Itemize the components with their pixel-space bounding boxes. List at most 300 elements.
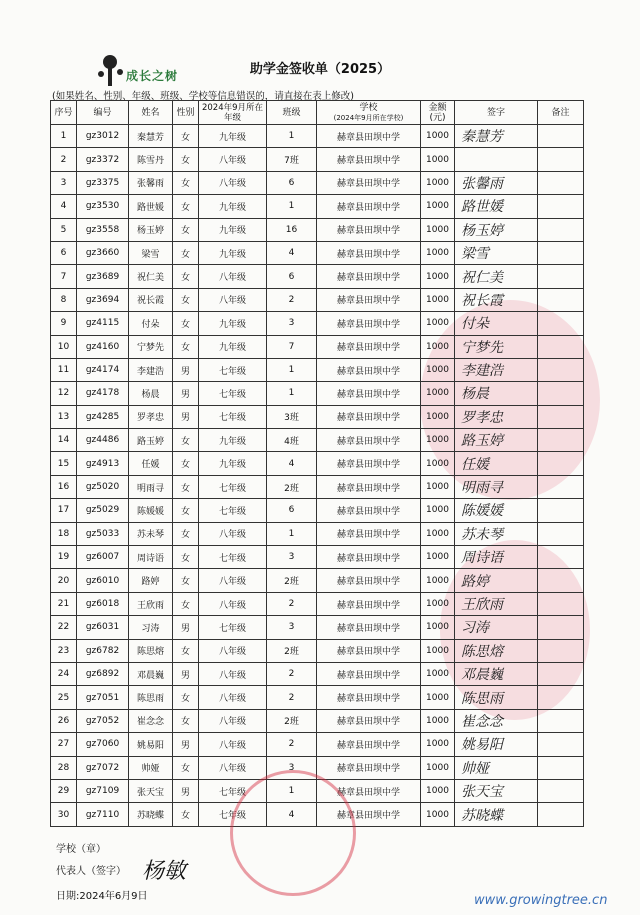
cell-class: 4班: [267, 429, 317, 452]
cell-seq: 20: [51, 569, 77, 592]
cell-school: 赫章县田坝中学: [317, 686, 421, 709]
cell-seq: 28: [51, 756, 77, 779]
cell-school: 赫章县田坝中学: [317, 125, 421, 148]
cell-sign: 路世媛: [455, 195, 538, 218]
table-row: [51, 429, 584, 452]
cell-class: 3: [267, 756, 317, 779]
school-seal-label: 学校（章）: [56, 844, 106, 855]
cell-school: 赫章县田坝中学: [317, 546, 421, 569]
cell-school: 赫章县田坝中学: [317, 241, 421, 264]
cell-name: 帅娅: [129, 756, 173, 779]
cell-gender: 男: [173, 405, 199, 428]
cell-school: 赫章县田坝中学: [317, 429, 421, 452]
cell-gender: 女: [173, 592, 199, 615]
cell-remark: [538, 569, 584, 592]
cell-amount: 1000: [421, 499, 455, 522]
cell-seq: 13: [51, 405, 77, 428]
header-remark: 备注: [538, 101, 584, 125]
cell-class: 1: [267, 358, 317, 381]
cell-gender: 女: [173, 452, 199, 475]
cell-school: 赫章县田坝中学: [317, 148, 421, 171]
cell-gender: 女: [173, 125, 199, 148]
table-row: [51, 546, 584, 569]
cell-gender: 女: [173, 195, 199, 218]
cell-class: 2: [267, 288, 317, 311]
cell-code: gz4178: [77, 382, 129, 405]
table-row: [51, 382, 584, 405]
cell-code: gz3372: [77, 148, 129, 171]
cell-amount: 1000: [421, 288, 455, 311]
header-gender: 性别: [173, 101, 199, 125]
logo-text: 成长之树: [126, 69, 179, 83]
table-row: [51, 616, 584, 639]
table-row: [51, 125, 584, 148]
cell-school: 赫章县田坝中学: [317, 756, 421, 779]
cell-remark: [538, 148, 584, 171]
cell-class: 2班: [267, 569, 317, 592]
cell-class: 3: [267, 312, 317, 335]
cell-amount: 1000: [421, 569, 455, 592]
cell-code: gz7052: [77, 709, 129, 732]
cell-seq: 12: [51, 382, 77, 405]
table-row: [51, 335, 584, 358]
cell-sign: 习涛: [455, 616, 538, 639]
header-school-label: 学校: [359, 102, 378, 113]
cell-sign: 崔念念: [455, 709, 538, 732]
cell-code: gz6010: [77, 569, 129, 592]
cell-name: 祝长霞: [129, 288, 173, 311]
table-row: [51, 639, 584, 662]
cell-remark: [538, 639, 584, 662]
cell-gender: 女: [173, 522, 199, 545]
cell-seq: 8: [51, 288, 77, 311]
cell-sign: 付朵: [455, 312, 538, 335]
cell-name: 陈雪丹: [129, 148, 173, 171]
cell-sign: [455, 148, 538, 171]
page-title: 助学金签收单（2025）: [249, 62, 391, 77]
cell-seq: 7: [51, 265, 77, 288]
cell-code: gz7110: [77, 803, 129, 826]
cell-remark: [538, 686, 584, 709]
cell-gender: 女: [173, 803, 199, 826]
cell-seq: 14: [51, 429, 77, 452]
cell-sign: 邓晨巍: [455, 662, 538, 685]
cell-school: 赫章县田坝中学: [317, 358, 421, 381]
representative-signature: 杨敏: [142, 859, 187, 884]
cell-class: 6: [267, 171, 317, 194]
cell-school: 赫章县田坝中学: [317, 662, 421, 685]
cell-sign: 路玉婷: [455, 429, 538, 452]
cell-grade: 八年级: [199, 288, 267, 311]
cell-grade: 八年级: [199, 756, 267, 779]
cell-amount: 1000: [421, 241, 455, 264]
header-school-sub: (2024年9月所在学校): [333, 113, 404, 122]
cell-seq: 6: [51, 241, 77, 264]
cell-class: 2: [267, 733, 317, 756]
representative-label: 代表人（签字）: [56, 866, 126, 877]
header-sign: 签字: [455, 101, 538, 125]
cell-code: gz4285: [77, 405, 129, 428]
cell-sign: 梁雪: [455, 241, 538, 264]
header-name: 姓名: [129, 101, 173, 125]
cell-amount: 1000: [421, 171, 455, 194]
cell-class: 3班: [267, 405, 317, 428]
cell-code: gz3689: [77, 265, 129, 288]
cell-grade: 八年级: [199, 733, 267, 756]
cell-seq: 27: [51, 733, 77, 756]
cell-seq: 9: [51, 312, 77, 335]
cell-class: 1: [267, 125, 317, 148]
cell-name: 姚易阳: [129, 733, 173, 756]
date-label: 日期:2024年6月9日: [56, 891, 148, 902]
cell-class: 2班: [267, 709, 317, 732]
cell-class: 2: [267, 592, 317, 615]
cell-grade: 八年级: [199, 569, 267, 592]
cell-name: 祝仁美: [129, 265, 173, 288]
cell-grade: 八年级: [199, 522, 267, 545]
cell-gender: 女: [173, 171, 199, 194]
cell-grade: 八年级: [199, 686, 267, 709]
cell-grade: 九年级: [199, 452, 267, 475]
cell-remark: [538, 405, 584, 428]
cell-gender: 女: [173, 288, 199, 311]
cell-grade: 七年级: [199, 499, 267, 522]
cell-class: 3: [267, 546, 317, 569]
cell-seq: 22: [51, 616, 77, 639]
cell-class: 4: [267, 803, 317, 826]
cell-sign: 苏晓蝶: [455, 803, 538, 826]
cell-sign: 苏未琴: [455, 522, 538, 545]
cell-sign: 祝长霞: [455, 288, 538, 311]
cell-name: 陈思雨: [129, 686, 173, 709]
cell-remark: [538, 546, 584, 569]
table-row: [51, 592, 584, 615]
cell-gender: 女: [173, 756, 199, 779]
cell-remark: [538, 592, 584, 615]
cell-remark: [538, 803, 584, 826]
header-seq: 序号: [51, 101, 77, 125]
cell-sign: 明雨寻: [455, 475, 538, 498]
cell-code: gz5033: [77, 522, 129, 545]
cell-gender: 女: [173, 335, 199, 358]
cell-code: gz3375: [77, 171, 129, 194]
cell-school: 赫章县田坝中学: [317, 335, 421, 358]
cell-name: 任媛: [129, 452, 173, 475]
cell-sign: 张馨雨: [455, 171, 538, 194]
cell-amount: 1000: [421, 405, 455, 428]
cell-seq: 11: [51, 358, 77, 381]
cell-name: 李建浩: [129, 358, 173, 381]
cell-grade: 七年级: [199, 475, 267, 498]
table-row: [51, 662, 584, 685]
table-header-row: [51, 101, 584, 125]
cell-amount: 1000: [421, 639, 455, 662]
cell-school: 赫章县田坝中学: [317, 733, 421, 756]
cell-sign: 杨玉婷: [455, 218, 538, 241]
table-row: [51, 171, 584, 194]
cell-remark: [538, 779, 584, 802]
cell-remark: [538, 125, 584, 148]
table-row: [51, 569, 584, 592]
cell-code: gz3558: [77, 218, 129, 241]
cell-code: gz7072: [77, 756, 129, 779]
cell-grade: 八年级: [199, 662, 267, 685]
cell-grade: 九年级: [199, 312, 267, 335]
instruction-note: (如果姓名、性别、年级、班级、学校等信息错误的，请直接在表上修改): [52, 91, 354, 102]
cell-sign: 陈思雨: [455, 686, 538, 709]
cell-code: gz6892: [77, 662, 129, 685]
cell-grade: 七年级: [199, 405, 267, 428]
cell-gender: 男: [173, 358, 199, 381]
cell-amount: 1000: [421, 429, 455, 452]
cell-school: 赫章县田坝中学: [317, 709, 421, 732]
cell-amount: 1000: [421, 592, 455, 615]
cell-name: 付朵: [129, 312, 173, 335]
cell-grade: 七年级: [199, 358, 267, 381]
cell-remark: [538, 452, 584, 475]
table-row: [51, 288, 584, 311]
cell-amount: 1000: [421, 335, 455, 358]
cell-school: 赫章县田坝中学: [317, 569, 421, 592]
cell-remark: [538, 662, 584, 685]
cell-gender: 女: [173, 569, 199, 592]
table-row: [51, 709, 584, 732]
cell-grade: 九年级: [199, 241, 267, 264]
cell-school: 赫章县田坝中学: [317, 803, 421, 826]
cell-school: 赫章县田坝中学: [317, 405, 421, 428]
cell-remark: [538, 429, 584, 452]
cell-amount: 1000: [421, 616, 455, 639]
cell-name: 张馨雨: [129, 171, 173, 194]
receipt-table: [50, 100, 584, 827]
cell-amount: 1000: [421, 452, 455, 475]
cell-grade: 九年级: [199, 125, 267, 148]
cell-remark: [538, 733, 584, 756]
cell-name: 宁梦先: [129, 335, 173, 358]
header-school: [317, 101, 421, 125]
cell-seq: 19: [51, 546, 77, 569]
cell-name: 苏晓蝶: [129, 803, 173, 826]
cell-gender: 男: [173, 616, 199, 639]
cell-code: gz6007: [77, 546, 129, 569]
table-row: [51, 475, 584, 498]
cell-name: 罗孝忠: [129, 405, 173, 428]
cell-name: 路玉婷: [129, 429, 173, 452]
cell-name: 路世媛: [129, 195, 173, 218]
cell-seq: 3: [51, 171, 77, 194]
cell-code: gz3694: [77, 288, 129, 311]
cell-remark: [538, 312, 584, 335]
table-row: [51, 733, 584, 756]
cell-grade: 七年级: [199, 616, 267, 639]
cell-school: 赫章县田坝中学: [317, 312, 421, 335]
cell-gender: 女: [173, 639, 199, 662]
cell-seq: 25: [51, 686, 77, 709]
cell-code: gz4174: [77, 358, 129, 381]
cell-class: 4: [267, 452, 317, 475]
cell-gender: 女: [173, 241, 199, 264]
cell-class: 2: [267, 686, 317, 709]
cell-seq: 23: [51, 639, 77, 662]
table-row: [51, 241, 584, 264]
cell-grade: 九年级: [199, 335, 267, 358]
cell-code: gz4115: [77, 312, 129, 335]
cell-sign: 陈思熔: [455, 639, 538, 662]
cell-remark: [538, 382, 584, 405]
cell-amount: 1000: [421, 475, 455, 498]
cell-amount: 1000: [421, 686, 455, 709]
cell-code: gz6782: [77, 639, 129, 662]
cell-class: 2班: [267, 639, 317, 662]
table-row: [51, 452, 584, 475]
table-row: [51, 148, 584, 171]
table-row: [51, 218, 584, 241]
cell-remark: [538, 616, 584, 639]
cell-seq: 21: [51, 592, 77, 615]
cell-gender: 女: [173, 312, 199, 335]
cell-gender: 女: [173, 148, 199, 171]
header-code: 编号: [77, 101, 129, 125]
cell-amount: 1000: [421, 709, 455, 732]
cell-sign: 任媛: [455, 452, 538, 475]
cell-grade: 八年级: [199, 709, 267, 732]
cell-remark: [538, 709, 584, 732]
cell-gender: 女: [173, 218, 199, 241]
cell-school: 赫章县田坝中学: [317, 265, 421, 288]
cell-amount: 1000: [421, 522, 455, 545]
table-row: [51, 686, 584, 709]
cell-gender: 女: [173, 709, 199, 732]
cell-remark: [538, 499, 584, 522]
cell-school: 赫章县田坝中学: [317, 288, 421, 311]
cell-sign: 杨晨: [455, 382, 538, 405]
cell-grade: 八年级: [199, 639, 267, 662]
cell-code: gz6031: [77, 616, 129, 639]
cell-class: 2: [267, 662, 317, 685]
cell-code: gz7060: [77, 733, 129, 756]
cell-sign: 王欣雨: [455, 592, 538, 615]
cell-school: 赫章县田坝中学: [317, 171, 421, 194]
cell-seq: 24: [51, 662, 77, 685]
cell-grade: 七年级: [199, 382, 267, 405]
cell-remark: [538, 475, 584, 498]
cell-seq: 15: [51, 452, 77, 475]
cell-class: 3: [267, 616, 317, 639]
header-amount: 金额(元): [421, 101, 455, 125]
cell-name: 周诗语: [129, 546, 173, 569]
cell-school: 赫章县田坝中学: [317, 382, 421, 405]
cell-school: 赫章县田坝中学: [317, 195, 421, 218]
cell-gender: 女: [173, 499, 199, 522]
cell-class: 6: [267, 265, 317, 288]
cell-grade: 七年级: [199, 546, 267, 569]
cell-amount: 1000: [421, 756, 455, 779]
cell-school: 赫章县田坝中学: [317, 522, 421, 545]
cell-seq: 5: [51, 218, 77, 241]
cell-name: 张天宝: [129, 779, 173, 802]
cell-name: 杨晨: [129, 382, 173, 405]
cell-sign: 祝仁美: [455, 265, 538, 288]
cell-sign: 秦慧芳: [455, 125, 538, 148]
cell-amount: 1000: [421, 779, 455, 802]
cell-name: 秦慧芳: [129, 125, 173, 148]
cell-seq: 26: [51, 709, 77, 732]
cell-amount: 1000: [421, 733, 455, 756]
cell-gender: 男: [173, 662, 199, 685]
cell-class: 6: [267, 499, 317, 522]
cell-name: 苏未琴: [129, 522, 173, 545]
cell-name: 陈思熔: [129, 639, 173, 662]
cell-seq: 4: [51, 195, 77, 218]
cell-sign: 路婷: [455, 569, 538, 592]
cell-remark: [538, 288, 584, 311]
cell-code: gz5029: [77, 499, 129, 522]
red-seal-stamp: [230, 770, 356, 896]
cell-code: gz5020: [77, 475, 129, 498]
cell-sign: 宁梦先: [455, 335, 538, 358]
cell-gender: 男: [173, 779, 199, 802]
cell-sign: 姚易阳: [455, 733, 538, 756]
cell-code: gz4913: [77, 452, 129, 475]
cell-grade: 八年级: [199, 592, 267, 615]
cell-amount: 1000: [421, 125, 455, 148]
cell-amount: 1000: [421, 312, 455, 335]
cell-amount: 1000: [421, 546, 455, 569]
cell-grade: 八年级: [199, 171, 267, 194]
cell-grade: 九年级: [199, 429, 267, 452]
cell-class: 1: [267, 382, 317, 405]
cell-remark: [538, 171, 584, 194]
cell-school: 赫章县田坝中学: [317, 779, 421, 802]
cell-grade: 八年级: [199, 148, 267, 171]
cell-class: 2班: [267, 475, 317, 498]
cell-code: gz7109: [77, 779, 129, 802]
cell-code: gz7051: [77, 686, 129, 709]
cell-seq: 2: [51, 148, 77, 171]
cell-sign: 陈媛媛: [455, 499, 538, 522]
cell-grade: 七年级: [199, 779, 267, 802]
cell-gender: 女: [173, 475, 199, 498]
table-row: [51, 499, 584, 522]
table-row: [51, 405, 584, 428]
table-row: [51, 312, 584, 335]
cell-class: 1: [267, 522, 317, 545]
cell-seq: 1: [51, 125, 77, 148]
cell-remark: [538, 335, 584, 358]
cell-name: 习涛: [129, 616, 173, 639]
cell-class: 7班: [267, 148, 317, 171]
cell-amount: 1000: [421, 265, 455, 288]
cell-remark: [538, 522, 584, 545]
cell-gender: 女: [173, 686, 199, 709]
cell-remark: [538, 195, 584, 218]
cell-code: gz6018: [77, 592, 129, 615]
header-class: 班级: [267, 101, 317, 125]
cell-grade: 九年级: [199, 195, 267, 218]
cell-grade: 八年级: [199, 265, 267, 288]
cell-code: gz3012: [77, 125, 129, 148]
cell-remark: [538, 756, 584, 779]
cell-amount: 1000: [421, 195, 455, 218]
table-row: [51, 265, 584, 288]
cell-amount: 1000: [421, 662, 455, 685]
cell-gender: 男: [173, 382, 199, 405]
cell-gender: 女: [173, 429, 199, 452]
cell-school: 赫章县田坝中学: [317, 452, 421, 475]
cell-class: 7: [267, 335, 317, 358]
cell-class: 4: [267, 241, 317, 264]
cell-gender: 女: [173, 265, 199, 288]
